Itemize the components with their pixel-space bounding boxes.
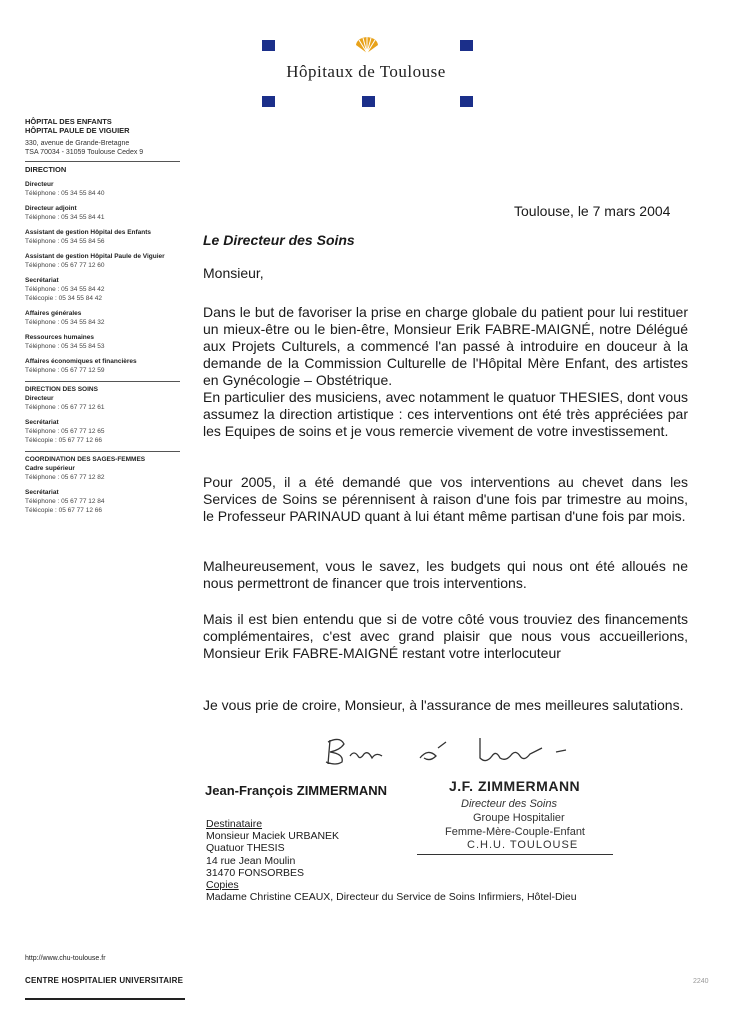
dest-lines (206, 830, 577, 879)
address-line: 330, avenue de Grande-Bretagne (25, 140, 130, 147)
paragraph-4: Mais il est bien entendu que si de votre côté vous trouviez des financements complémentaires, c'est avec grand plaisir que nous vous accueillerions, Monsieur Erik FABRE-MAIGNÉ restant votre interlocuteur (203, 611, 688, 661)
paragraph-1 (203, 304, 688, 440)
sidebar (25, 117, 185, 521)
copies-lines (206, 891, 577, 903)
sidebar-entry-label: Secrétariat (25, 489, 59, 496)
paragraph-1b-text: En particulier des musiciens, avec notamment le quatuor THESIES, dont vous assumez la direction artistique : ces interventions ont été très appréciées par les Equipes de soins et je vous remercie vivement de votre investissement. (203, 389, 688, 439)
square-icon (262, 40, 275, 51)
dest-label: Destinataire (206, 818, 263, 830)
sidebar-entry-phone: Téléphone : 05 67 77 12 61 (25, 404, 105, 411)
footer-url[interactable]: http://www.chu-toulouse.fr (25, 955, 106, 962)
sidebar-entry (25, 464, 185, 482)
address-line: TSA 70034 - 31059 Toulouse Cedex 9 (25, 149, 144, 156)
sidebar-entry-label: Affaires économiques et financières (25, 358, 137, 365)
sidebar-entry-phone: Téléphone : 05 34 55 84 56 (25, 238, 105, 245)
square-icon (262, 96, 275, 107)
footer-name: CENTRE HOSPITALIER UNIVERSITAIRE (25, 976, 184, 985)
sidebar-entry (25, 180, 185, 198)
sidebar-entry-label: Cadre supérieur (25, 465, 75, 472)
paragraph-5: Je vous prie de croire, Monsieur, à l'assurance de mes meilleures salutations. (203, 697, 684, 713)
stamp-name: J.F. ZIMMERMANN (449, 778, 581, 794)
sender-title: Le Directeur des Soins (203, 232, 355, 248)
recipient-line: Monsieur Maciek URBANEK (206, 830, 340, 843)
divider (25, 451, 180, 452)
sidebar-entry-phone: Télécopie : 05 34 55 84 42 (25, 295, 102, 302)
sf-entries (25, 464, 185, 515)
salutation: Monsieur, (203, 265, 264, 281)
paragraph-1-text: Dans le but de favoriser la prise en charge globale du patient pour lui restituer un mieux-être ou le bien-être, Monsieur Erik FABRE-MAIGNÉ, notre Délégué aux Projets Culturels, a commencé l'an passé à introduire en douceur à la demande de la Commission Culturelle de l'Hôpital Mère Enfant, des artistes en Gynécologie – Obstétrique. (203, 304, 688, 388)
recipient-line: 14 rue Jean Moulin (206, 854, 296, 867)
sidebar-entry-label: Secrétariat (25, 277, 59, 284)
sidebar-entry-label: Directeur (25, 395, 54, 402)
sidebar-entry-phone: Téléphone : 05 67 77 12 59 (25, 367, 105, 374)
letter-date: Toulouse, le 7 mars 2004 (514, 203, 671, 219)
sidebar-entry-phone: Téléphone : 05 34 55 84 42 (25, 286, 105, 293)
sidebar-entry (25, 394, 185, 412)
sidebar-entry (25, 228, 185, 246)
square-icon (460, 96, 473, 107)
sidebar-entry (25, 252, 185, 270)
sidebar-entry (25, 488, 185, 515)
divider (25, 381, 180, 382)
signatory-name: Jean-François ZIMMERMANN (205, 783, 388, 798)
sidebar-entry-phone: Téléphone : 05 67 77 12 82 (25, 474, 105, 481)
sidebar-entry-phone: Téléphone : 05 34 55 84 32 (25, 319, 105, 326)
sidebar-entry (25, 309, 185, 327)
square-icon (362, 96, 375, 107)
direction-entries (25, 180, 185, 375)
organization-name: Hôpitaux de Toulouse (286, 62, 446, 81)
sidebar-entry-label: Directeur adjoint (25, 205, 77, 212)
square-icon (460, 40, 473, 51)
sidebar-entry-label: Assistant de gestion Hôpital Paule de Viguier (25, 253, 165, 260)
hospital-name-2: HÔPITAL PAULE DE VIGUIER (25, 126, 130, 135)
stamp-line: Groupe Hospitalier (473, 812, 565, 824)
sidebar-entry-label: Assistant de gestion Hôpital des Enfants (25, 229, 152, 236)
sidebar-entry-phone: Téléphone : 05 67 77 12 65 (25, 428, 105, 435)
sidebar-entry-phone: Téléphone : 05 67 77 12 60 (25, 262, 105, 269)
hospital-name-1: HÔPITAL DES ENFANTS (25, 117, 112, 126)
sidebar-entry-phone: Téléphone : 05 34 55 84 41 (25, 214, 105, 221)
sidebar-entry (25, 333, 185, 351)
section-title: DIRECTION (25, 165, 67, 174)
stamp-line: Directeur des Soins (461, 798, 557, 810)
sidebar-entry-label: Secrétariat (25, 419, 59, 426)
recipient-line: Quatuor THESIS (206, 842, 285, 855)
paragraph-2: Pour 2005, il a été demandé que vos interventions au chevet dans les Services de Soins se pérennisent à raison d'une fois par trimestre au moins, le Professeur PARINAUD quant à lui étant même partisan d'une fois par mois. (203, 474, 688, 524)
sidebar-entry-phone: Téléphone : 05 67 77 12 84 (25, 498, 105, 505)
sidebar-entry-label: Ressources humaines (25, 334, 95, 341)
sidebar-entry-label: Directeur (25, 181, 54, 188)
soins-entries (25, 394, 185, 445)
footer-divider (25, 998, 185, 1000)
sidebar-entry (25, 357, 185, 375)
shell-logo-icon (354, 36, 380, 54)
sidebar-entry (25, 276, 185, 303)
divider (25, 161, 180, 162)
soins-title: DIRECTION DES SOINS (25, 386, 98, 393)
sidebar-entry-phone: Téléphone : 05 34 55 84 40 (25, 190, 105, 197)
stamp-line: C.H.U. TOULOUSE (467, 839, 579, 851)
sidebar-entry-phone: Télécopie : 05 67 77 12 66 (25, 507, 102, 514)
letterhead-logo (250, 30, 490, 120)
sidebar-entry (25, 204, 185, 222)
recipients (206, 818, 577, 903)
copies-label: Copies (206, 879, 239, 892)
sidebar-entry-phone: Télécopie : 05 67 77 12 66 (25, 437, 102, 444)
handwritten-note (320, 728, 580, 778)
sidebar-entry-phone: Téléphone : 05 34 55 84 53 (25, 343, 105, 350)
stamp-line: Femme-Mère-Couple-Enfant (445, 826, 585, 838)
sidebar-entry (25, 418, 185, 445)
paragraph-3: Malheureusement, vous le savez, les budgets qui nous ont été alloués ne nous permettront de financer que trois interventions. (203, 558, 688, 591)
recipient-line: Madame Christine CEAUX, Directeur du Service de Soins Infirmiers, Hôtel-Dieu (206, 891, 577, 904)
page-code: 2240 (693, 978, 709, 985)
sf-title: COORDINATION DES SAGES-FEMMES (25, 456, 146, 463)
recipient-line: 31470 FONSORBES (206, 866, 305, 879)
sidebar-entry-label: Affaires générales (25, 310, 82, 317)
